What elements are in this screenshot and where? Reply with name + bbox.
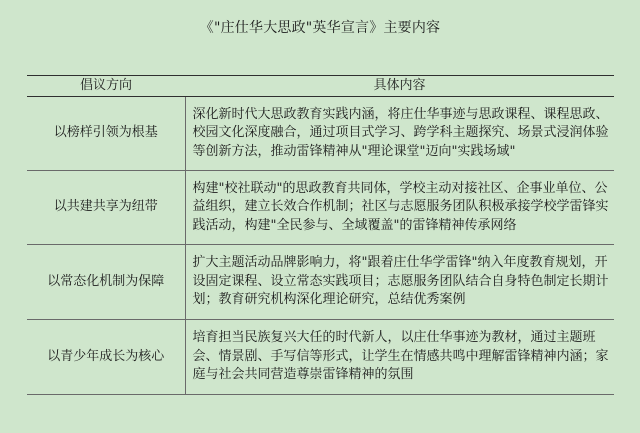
content-table-wrapper: [27, 75, 614, 395]
header-row: [27, 76, 614, 97]
table-body: [27, 97, 614, 395]
direction-cell: 以常态化机制为保障: [27, 245, 185, 320]
table-row: [27, 245, 614, 320]
table-row: [27, 171, 614, 245]
direction-cell: 以共建共享为纽带: [27, 171, 185, 245]
content-cell: 深化新时代大思政教育实践内涵，将庄仕华事迹与思政课程、课程思政、校园文化深度融合，通过项目式学习、跨学科主题探究、场景式浸润体验等创新方法，推动雷锋精神从"理论课堂"迈向"实践场域": [192, 106, 609, 159]
content-table: [27, 75, 614, 395]
header-content: 具体内容: [185, 76, 614, 97]
table-header: [27, 76, 614, 97]
header-direction: 倡议方向: [27, 76, 185, 97]
table-row: [27, 97, 614, 171]
content-cell: 构建"校社联动"的思政教育共同体，学校主动对接社区、企事业单位、公益组织，建立长效合作机制；社区与志愿服务团队积极承接学校学雷锋实践活动，构建"全民参与、全域覆盖"的雷锋精神传承网络: [185, 171, 614, 245]
direction-cell: 以青少年成长为核心: [27, 320, 185, 395]
content-cell: 培育担当民族复兴大任的时代新人，以庄仕华事迹为教材，通过主题班会、情景剧、手写信等形式，让学生在情感共鸣中理解雷锋精神内涵；家庭与社会共同营造尊崇雷锋精神的氛围: [185, 320, 614, 395]
content-cell: 扩大主题活动品牌影响力，将"跟着庄仕华学雷锋"纳入年度教育规划，开设固定课程、设立常态实践项目；志愿服务团队结合自身特色制定长期计划；教育研究机构深化理论研究，总结优秀案例: [185, 245, 614, 320]
table-row: [27, 320, 614, 395]
direction-cell: 以榜样引领为根基: [27, 97, 185, 171]
document-title: 《"庄仕华大思政"英华宣言》主要内容: [199, 20, 441, 36]
